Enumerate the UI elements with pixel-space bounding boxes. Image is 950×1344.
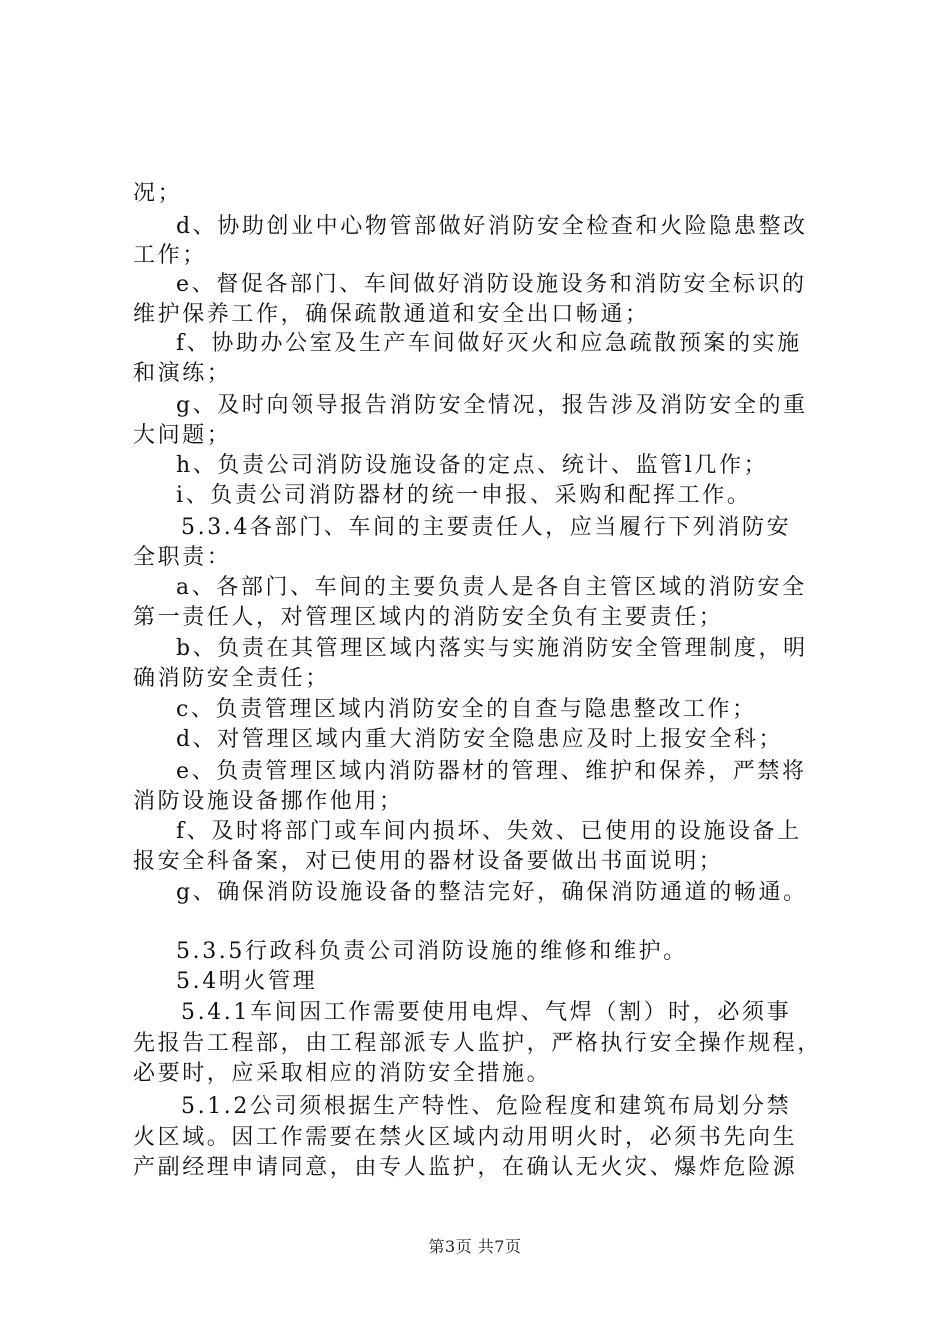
text-line: 消防设施设备挪作他用； xyxy=(133,789,404,814)
text-line: 5.4.1车间因工作需要使用电焊、气焊（割）时，必须事 xyxy=(181,1000,792,1025)
text-line: 5.1.2公司须根据生产特性、危险程度和建筑布局划分禁 xyxy=(181,1094,792,1119)
text-line: 必要时，应采取相应的消防安全措施。 xyxy=(133,1061,552,1086)
text-line: b、负责在其管理区域内落实与实施消防安全管理制度，明 xyxy=(176,636,808,661)
text-line: 第一责任人，对管理区域内的消防安全负有主要责任； xyxy=(133,605,724,630)
text-line: 大问题； xyxy=(133,423,232,448)
text-line: 维护保养工作，确保疏散通道和安全出口畅通； xyxy=(133,302,650,327)
text-line: 报安全科备案，对已使用的器材设备要做出书面说明； xyxy=(133,849,724,874)
text-line: d、对管理区域内重大消防安全隐患应及时上报安全科； xyxy=(176,727,784,752)
text-line: c、负责管理区域内消防安全的自查与隐患整改工作； xyxy=(176,697,757,722)
text-line: f、及时将部门或车间内损坏、失效、已使用的设施设备上 xyxy=(176,819,802,844)
text-line: 确消防安全责任； xyxy=(133,666,330,691)
text-line: 况； xyxy=(133,181,183,206)
text-line: e、负责管理区域内消防器材的管理、维护和保养，严禁将 xyxy=(176,759,807,784)
text-line: 火区域。因工作需要在禁火区域内动用明火时，必须书先向生 xyxy=(133,1125,798,1150)
text-line: 全职责： xyxy=(133,545,232,570)
text-line: g、确保消防设施设备的整洁完好，确保消防通道的畅通。 xyxy=(176,880,808,905)
text-line: 工作； xyxy=(133,243,207,268)
text-line: f、协助办公室及生产车间做好灭火和应急疏散预案的实施 xyxy=(176,331,802,356)
text-line: e、督促各部门、车间做好消防设施设务和消防安全标识的 xyxy=(176,272,807,297)
text-line: d、协助创业中心物管部做好消防安全检查和火险隐患整改 xyxy=(176,214,808,239)
text-line: 和演练； xyxy=(133,361,232,386)
text-line: i、负责公司消防器材的统一申报、采购和配挥工作。 xyxy=(176,483,752,508)
text-line: h、负责公司消防设施设备的定点、统计、监管l几作； xyxy=(176,453,769,478)
text-line: 产副经理申请同意，由专人监护，在确认无火灾、爆炸危险源 xyxy=(133,1155,798,1180)
text-line: a、各部门、车间的主要负责人是各自主管区域的消防安全 xyxy=(176,575,807,600)
page-number-footer: 第3页 共7页 xyxy=(428,1237,522,1256)
text-line: g、及时向领导报告消防安全情况，报告涉及消防安全的重 xyxy=(176,393,808,418)
text-line: 5.3.4各部门、车间的主要责任人，应当履行下列消防安 xyxy=(181,515,792,540)
text-line: 先报告工程部，由工程部派专人监护，严格执行安全操作规程， xyxy=(133,1031,822,1056)
text-line: 5.4明火管理 xyxy=(176,969,318,994)
text-line: 5.3.5行政科负责公司消防设施的维修和维护。 xyxy=(176,939,688,964)
